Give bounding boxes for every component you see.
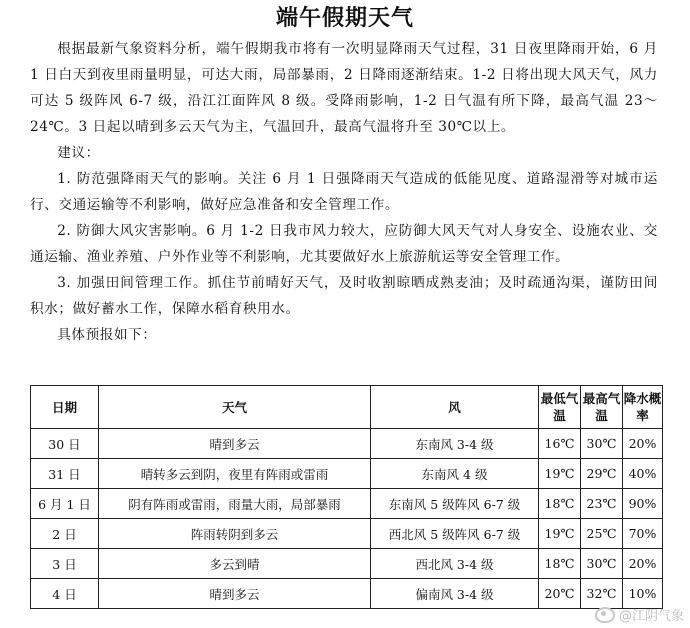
advice-item-2: 2. 防御大风灾害影响。6 月 1-2 日我市风力较大，应防御大风天气对人身安全、设施农业、交通运输、渔业养殖、户外作业等不利影响，尤其要做好水上旅游航运等安全管理工作。 [30,223,658,265]
header-date: 日期 [31,386,99,429]
table-row [31,549,663,579]
cell-min-temp: 16℃ [539,429,581,459]
cell-weather: 多云到晴 [99,549,371,579]
cell-max-temp: 30℃ [581,549,623,579]
cell-wind: 西北风 5 级阵风 6-7 级 [371,519,539,549]
table-row [31,429,663,459]
cell-min-temp: 18℃ [539,549,581,579]
cell-wind: 西北风 3-4 级 [371,549,539,579]
cell-max-temp: 29℃ [581,459,623,489]
cell-rain-prob: 20% [623,429,663,459]
intro-paragraph: 根据最新气象资料分析，端午假期我市将有一次明显降雨天气过程，31 日夜里降雨开始，6 月 1 日白天到夜里雨量明显，可达大雨，局部暴雨，2 日降雨逐渐结束。1-2 日将出现大风天气，风力可达 5 级阵风 6-7 级，沿江江面阵风 8 级。受降雨影响，1-2 日气温有所下降，最高气温 23～24℃。3 日起以晴到多云天气为主，气温回升，最高气温将升至 30℃以上。 [30,41,658,135]
cell-rain-prob: 10% [623,579,663,609]
header-weather: 天气 [99,386,371,429]
cell-wind: 偏南风 3-4 级 [371,579,539,609]
cell-max-temp: 25℃ [581,519,623,549]
cell-wind: 东南风 4 级 [371,459,539,489]
header-wind: 风 [371,386,539,429]
cell-weather: 晴转多云到阴，夜里有阵雨或雷雨 [99,459,371,489]
cell-max-temp: 23℃ [581,489,623,519]
cell-rain-prob: 70% [623,519,663,549]
watermark-text: @江阴气象 [618,609,684,624]
table-row [31,519,663,549]
cell-weather: 阴有阵雨或雷雨，雨量大雨，局部暴雨 [99,489,371,519]
cell-weather: 晴到多云 [99,429,371,459]
cell-weather: 晴到多云 [99,579,371,609]
cell-min-temp: 20℃ [539,579,581,609]
header-max-temp: 最高气温 [581,386,623,429]
table-row [31,459,663,489]
advice-item-1: 1. 防范强降雨天气的影响。关注 6 月 1 日强降雨天气造成的低能见度、道路湿滑等对城市运行、交通运输等不利影响，做好应急准备和安全管理工作。 [30,171,658,213]
cell-date: 30 日 [31,429,99,459]
advice-heading: 建议： [57,145,100,161]
page-title: 端午假期天气 [275,6,414,31]
cell-date: 4 日 [31,579,99,609]
cell-date: 6 月 1 日 [31,489,99,519]
watermark [595,605,684,624]
cell-date: 31 日 [31,459,99,489]
forecast-table [30,385,663,609]
advice-item-3: 3. 加强田间管理工作。抓住节前晴好天气，及时收割晾晒成熟麦油；及时疏通沟渠，谨防田间积水；做好蓄水工作，保障水稻育秧用水。 [30,275,658,317]
cell-date: 3 日 [31,549,99,579]
cell-rain-prob: 40% [623,459,663,489]
cell-max-temp: 32℃ [581,579,623,609]
weibo-logo-icon [595,607,615,623]
cell-date: 2 日 [31,519,99,549]
header-min-temp: 最低气温 [539,386,581,429]
cell-max-temp: 30℃ [581,429,623,459]
document-body [30,36,658,348]
cell-weather: 阵雨转阴到多云 [99,519,371,549]
table-row [31,579,663,609]
cell-min-temp: 18℃ [539,489,581,519]
cell-rain-prob: 90% [623,489,663,519]
header-rain-prob: 降水概率 [623,386,663,429]
table-row [31,489,663,519]
cell-wind: 东南风 3-4 级 [371,429,539,459]
cell-min-temp: 19℃ [539,519,581,549]
cell-min-temp: 19℃ [539,459,581,489]
forecast-intro: 具体预报如下： [57,327,157,343]
cell-wind: 东南风 5 级阵风 6-7 级 [371,489,539,519]
table-header-row [31,386,663,429]
cell-rain-prob: 20% [623,549,663,579]
